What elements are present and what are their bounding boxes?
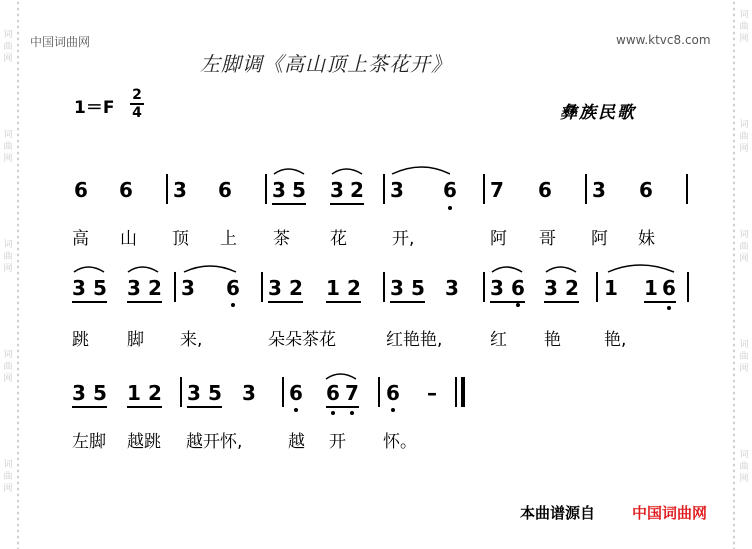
watermark-char: 词 [739, 340, 749, 350]
slur-marks-row-3 [320, 364, 370, 384]
song-title: 左脚调《高山顶上茶花开》 [200, 52, 452, 76]
lyric: 艳, [604, 330, 627, 350]
note: 3 [242, 381, 256, 405]
lyric: 上 [220, 229, 237, 249]
bar-line [686, 174, 688, 204]
watermark-char: 曲 [739, 132, 749, 142]
watermark-char: 词 [3, 30, 13, 40]
note: 3 [445, 276, 459, 300]
lower-octave-dot [350, 411, 354, 415]
note: 1 [127, 381, 141, 405]
lyric: 朵朵茶花 [268, 330, 336, 350]
slur [492, 267, 522, 272]
note: 3 [330, 178, 344, 202]
watermark-char: 词 [3, 350, 13, 360]
watermark-char: 曲 [739, 242, 749, 252]
note: 2 [289, 276, 303, 300]
lyric: 妹 [638, 229, 655, 249]
lyric: 山 [120, 229, 137, 249]
watermark-char: 曲 [3, 252, 13, 262]
underline-beam [544, 301, 579, 303]
source-label: 本曲谱源自 [520, 504, 596, 522]
underline-beam [187, 406, 222, 408]
note: 3 [490, 276, 504, 300]
note: 2 [148, 381, 162, 405]
watermark-char: 曲 [739, 462, 749, 472]
left-watermark-strip [0, 0, 16, 549]
note: 6 [218, 178, 232, 202]
underline-beam [644, 301, 676, 303]
right-dotted-rule [732, 0, 736, 549]
bar-line [282, 377, 284, 407]
note: 3 [72, 381, 86, 405]
note: 2 [148, 276, 162, 300]
watermark-char: 词 [739, 10, 749, 20]
bar-line [166, 174, 168, 204]
note: 3 [181, 276, 195, 300]
watermark-char: 网 [3, 374, 13, 384]
lower-octave-dot [667, 306, 671, 310]
final-bar-line-thick [461, 377, 465, 407]
note: 3 [187, 381, 201, 405]
note: 6 [119, 178, 133, 202]
lower-octave-dot [294, 408, 298, 412]
slur [74, 267, 104, 272]
note: 7 [490, 178, 504, 202]
watermark-char: 网 [739, 254, 749, 264]
genre-label: 彝族民歌 [560, 103, 636, 123]
watermark-char: 词 [3, 460, 13, 470]
watermark-char: 网 [3, 154, 13, 164]
slur [128, 267, 158, 272]
bar-line [483, 174, 485, 204]
watermark-char: 网 [739, 144, 749, 154]
underline-beam [127, 406, 162, 408]
note: 1 [326, 276, 340, 300]
note: 3 [268, 276, 282, 300]
note: 3 [173, 178, 187, 202]
time-signature-top: 2 [132, 87, 142, 103]
note: 3 [272, 178, 286, 202]
lyric: 顶 [172, 229, 189, 249]
lyric: 艳 [544, 330, 561, 350]
time-signature [130, 88, 144, 120]
source-site-link[interactable]: 中国词曲网 [632, 504, 708, 522]
underline-beam [326, 301, 361, 303]
note: 6 [74, 178, 88, 202]
note: 5 [93, 276, 107, 300]
watermark-char: 网 [739, 364, 749, 374]
slur [332, 169, 362, 174]
lyric: 跳 [72, 330, 89, 350]
slur-marks-row-1 [270, 160, 450, 180]
lower-octave-dot [448, 206, 452, 210]
watermark-char: 网 [739, 34, 749, 44]
note: 6 [443, 178, 457, 202]
watermark-char: 网 [3, 54, 13, 64]
underline-beam [490, 301, 525, 303]
lyric: 开, [392, 229, 415, 249]
note: 2 [350, 178, 364, 202]
slur [608, 265, 674, 272]
note: 5 [93, 381, 107, 405]
watermark-char: 词 [739, 230, 749, 240]
underline-beam [72, 301, 107, 303]
lyric: 越开怀, [186, 432, 243, 452]
underline-beam [330, 203, 364, 205]
lower-octave-dot [391, 408, 395, 412]
note: 3 [390, 178, 404, 202]
lyric: 阿 [490, 229, 507, 249]
lyric: 阿 [591, 229, 608, 249]
note: 3 [592, 178, 606, 202]
watermark-char: 曲 [3, 472, 13, 482]
time-signature-bottom: 4 [132, 105, 142, 121]
note: – [427, 381, 437, 405]
lyric: 茶 [273, 229, 290, 249]
note: 3 [544, 276, 558, 300]
lyric: 高 [72, 229, 89, 249]
note: 6 [639, 178, 653, 202]
note: 6 [538, 178, 552, 202]
slur [184, 266, 236, 272]
lyric: 红 [490, 330, 507, 350]
note: 1 [644, 276, 658, 300]
underline-beam [72, 406, 107, 408]
lyric: 左脚 [72, 432, 106, 452]
watermark-char: 词 [739, 450, 749, 460]
slur [326, 374, 356, 379]
lyric: 红艳艳, [386, 330, 443, 350]
lyric: 脚 [127, 330, 144, 350]
watermark-char: 词 [3, 240, 13, 250]
note: 6 [226, 276, 240, 300]
lyric: 哥 [539, 229, 556, 249]
watermark-char: 词 [3, 130, 13, 140]
note: 3 [390, 276, 404, 300]
note: 3 [127, 276, 141, 300]
note: 6 [326, 381, 340, 405]
bar-line [265, 174, 267, 204]
lyric: 开 [329, 432, 346, 452]
site-name-left: 中国词曲网 [30, 35, 91, 49]
site-url: www.ktvc8.com [616, 33, 711, 47]
watermark-char: 曲 [739, 352, 749, 362]
watermark-char: 曲 [3, 362, 13, 372]
underline-beam [268, 301, 303, 303]
underline-beam [127, 301, 162, 303]
note: 3 [72, 276, 86, 300]
right-watermark-strip [736, 0, 752, 549]
watermark-char: 词 [739, 120, 749, 130]
bar-line [180, 377, 182, 407]
note: 5 [292, 178, 306, 202]
slur [274, 169, 304, 174]
note: 2 [565, 276, 579, 300]
note: 6 [386, 381, 400, 405]
lyric: 花 [330, 229, 347, 249]
lower-octave-dot [516, 303, 520, 307]
lower-octave-dot [331, 411, 335, 415]
left-dotted-rule [16, 0, 20, 549]
bar-line [585, 174, 587, 204]
note: 5 [411, 276, 425, 300]
lyric: 越跳 [127, 432, 161, 452]
note: 6 [289, 381, 303, 405]
watermark-char: 网 [3, 484, 13, 494]
watermark-char: 曲 [3, 42, 13, 52]
slur-marks-row-2 [70, 258, 690, 278]
note: 1 [604, 276, 618, 300]
underline-beam [326, 406, 359, 408]
note: 2 [347, 276, 361, 300]
bar-line [378, 377, 380, 407]
watermark-char: 曲 [739, 22, 749, 32]
slur [546, 267, 576, 272]
underline-beam [272, 203, 306, 205]
watermark-char: 网 [3, 264, 13, 274]
note: 5 [208, 381, 222, 405]
lyric: 怀。 [383, 432, 417, 452]
lower-octave-dot [231, 303, 235, 307]
slur [392, 167, 450, 174]
lyric: 越 [288, 432, 305, 452]
note: 6 [511, 276, 525, 300]
key-signature: 1＝F [74, 98, 115, 118]
note: 7 [345, 381, 359, 405]
watermark-char: 网 [739, 474, 749, 484]
note: 6 [662, 276, 676, 300]
underline-beam [390, 301, 425, 303]
final-bar-line-thin [455, 377, 457, 407]
watermark-char: 曲 [3, 142, 13, 152]
lyric: 来, [180, 330, 203, 350]
